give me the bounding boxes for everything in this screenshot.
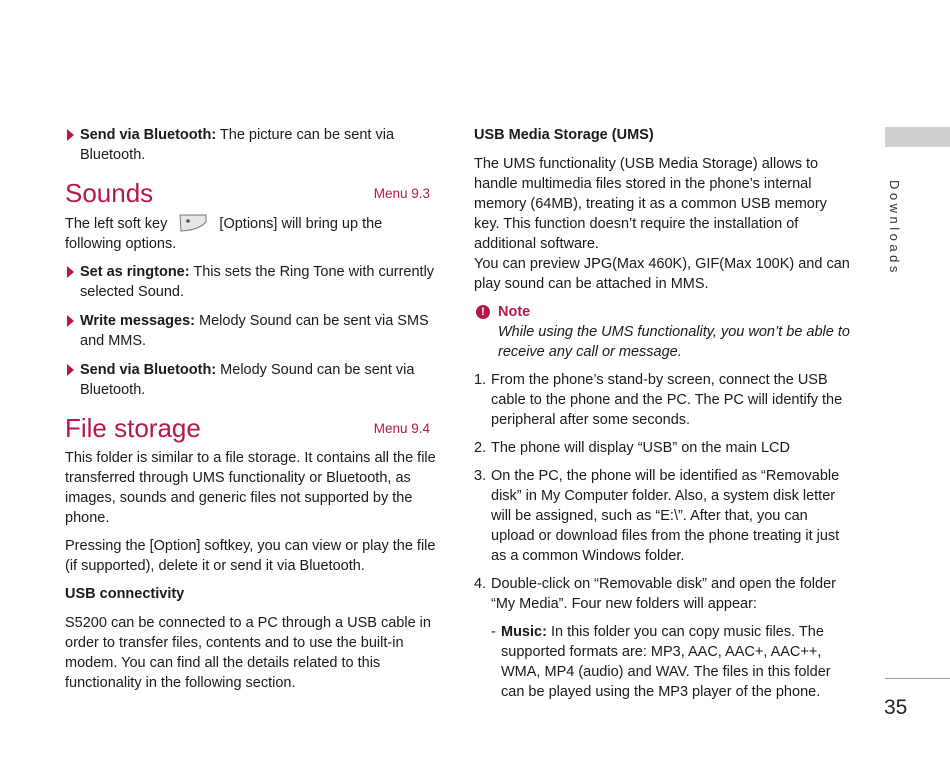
file-storage-heading-row (65, 412, 440, 444)
step-1: 1. From the phone’s stand-by screen, connect the USB cable to the phone and the PC. The PC will identify the peripheral after some seconds. (474, 372, 843, 428)
left-column (65, 125, 440, 701)
bullet-send-sound-bluetooth: Send via Bluetooth: Melody Sound can be sent via Bluetooth. (65, 360, 440, 400)
file-storage-para-1: This folder is similar to a file storage. It contains all the file transferred through UMS functionality or Bluetooth, as images, sounds and generic files not supported by the phone. (65, 450, 436, 526)
file-storage-title: File storage (65, 413, 201, 443)
bullet-set-as-ringtone: Set as ringtone: This sets the Ring Tone with currently selected Sound. (65, 262, 440, 302)
ums-para: The UMS functionality (USB Media Storage) allows to handle multimedia files stored in the phone’s internal memory (64MB), treating it as a common USB memory key. This function doesn’t require the installation of additional software. (474, 156, 827, 252)
step-4: 4. Double-click on “Removable disk” and open the folder “My Media”. Four new folders will appear: (474, 576, 836, 612)
file-storage-para-2: Pressing the [Option] softkey, you can view or play the file (if supported), delete it or send it via Bluetooth. (65, 538, 436, 574)
page-number-rule (885, 678, 950, 679)
usb-connectivity-para: S5200 can be connected to a PC through a USB cable in order to transfer files, contents and to use the built-in modem. You can find all the details related to this functionality in the following section. (65, 615, 431, 691)
sounds-intro: The left soft key [Options] will bring up the following options. (65, 213, 440, 254)
triangle-bullet-icon (67, 266, 74, 278)
ums-heading: USB Media Storage (UMS) (474, 127, 654, 143)
sounds-menu-ref: Menu 9.3 (373, 186, 430, 201)
section-side-label: Downloads (887, 180, 902, 276)
right-column (474, 125, 852, 702)
triangle-bullet-icon (67, 315, 74, 327)
music-folder-item: - Music: In this folder you can copy music files. The supported formats are: MP3, AAC, AAC+, AAC++, WMA, MP4 (audio) and WAV. The files in this folder can be played using the MP3 player of the phone. (491, 624, 831, 700)
bullet-write-messages: Write messages: Melody Sound can be sent via SMS and MMS. (65, 311, 440, 351)
note-heading: ! Note (474, 302, 852, 322)
sounds-title: Sounds (65, 178, 154, 208)
left-soft-key-icon (177, 213, 209, 233)
bullet-send-picture-bluetooth: Send via Bluetooth: The picture can be sent via Bluetooth. (65, 125, 440, 165)
usb-connectivity-heading: USB connectivity (65, 586, 185, 602)
preview-para: You can preview JPG(Max 460K), GIF(Max 100K) and can play sound can be attached in MMS. (474, 256, 850, 292)
page-number: 35 (884, 696, 908, 719)
note-text: While using the UMS functionality, you won’t be able to receive any call or message. (498, 324, 850, 360)
triangle-bullet-icon (67, 129, 74, 141)
step-3: 3. On the PC, the phone will be identified as “Removable disk” in My Computer folder. Also, a system disk letter will be assigned, such as “E:\”. After that, you can upload or download files from the phone treating it just as a common Windows folder. (474, 468, 840, 564)
note-icon: ! (476, 305, 490, 319)
triangle-bullet-icon (67, 364, 74, 376)
sounds-heading-row (65, 177, 440, 209)
file-storage-menu-ref: Menu 9.4 (373, 421, 430, 436)
side-tab-bar (885, 127, 950, 147)
step-2: 2. The phone will display “USB” on the main LCD (474, 440, 790, 456)
